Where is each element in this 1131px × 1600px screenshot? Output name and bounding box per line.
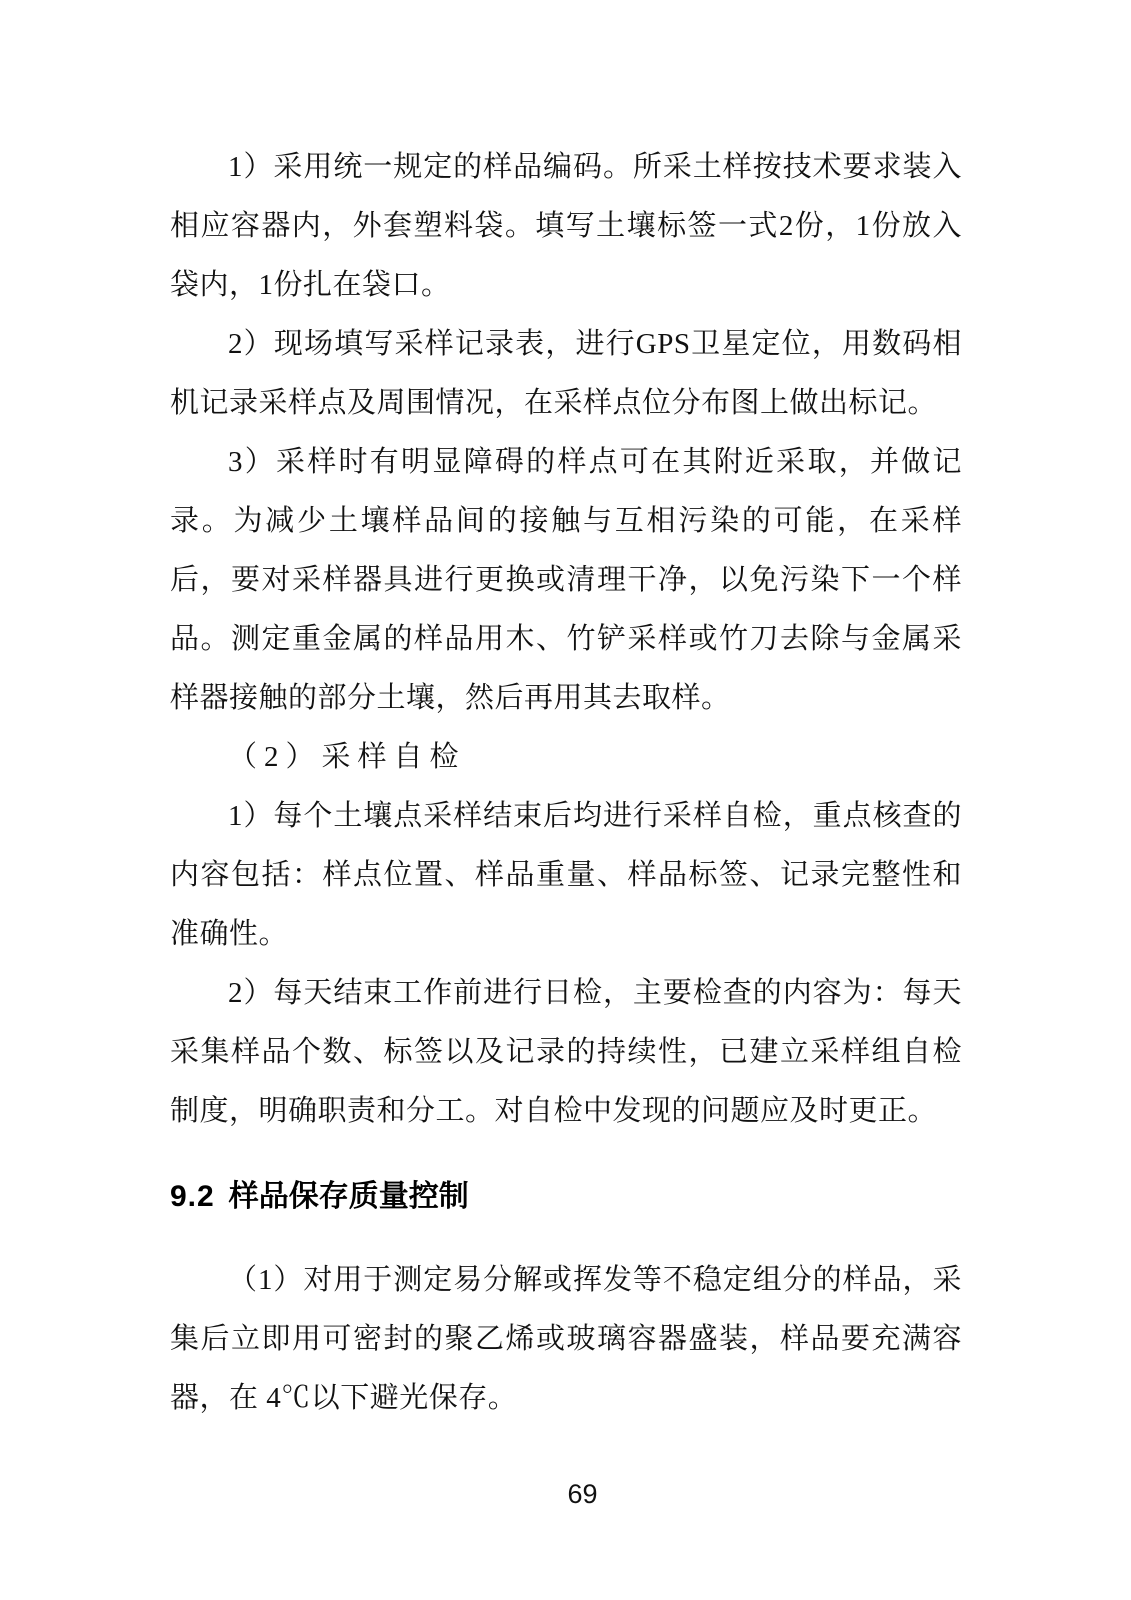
paragraph-daily-check: 2）每天结束工作前进行日检，主要检查的内容为：每天采集样品个数、标签以及记录的持续性，已建立采样组自检制度，明确职责和分工。对自检中发现的问题应及时更正。 bbox=[170, 977, 962, 1127]
section-heading-9-2 bbox=[170, 1175, 962, 1219]
paragraph-self-check-subtitle: （2）采样自检 bbox=[228, 741, 466, 773]
paragraph-sample-coding: 1）采用统一规定的样品编码。所采土样按技术要求装入相应容器内，外套塑料袋。填写土壤标签一式2份，1份放入袋内，1份扎在袋口。 bbox=[170, 151, 962, 301]
document-body bbox=[170, 138, 962, 1428]
paragraph-obstacle-sampling: 3）采样时有明显障碍的样点可在其附近采取，并做记录。为减少土壤样品间的接触与互相污染的可能，在采样后，要对采样器具进行更换或清理干净，以免污染下一个样品。测定重金属的样品用木、竹铲采样或竹刀去除与金属采样器接触的部分土壤，然后再用其去取样。 bbox=[170, 446, 962, 714]
paragraph-self-check-items: 1）每个土壤点采样结束后均进行采样自检，重点核查的内容包括：样点位置、样品重量、样品标签、记录完整性和准确性。 bbox=[170, 800, 962, 950]
section-heading-title: 样品保存质量控制 bbox=[228, 1180, 469, 1213]
page-footer bbox=[17, 1478, 1131, 1510]
page-number: 69 bbox=[567, 1479, 598, 1509]
section-heading-number: 9.2 bbox=[170, 1180, 215, 1213]
paragraph-sample-preservation: （1）对用于测定易分解或挥发等不稳定组分的样品，采集后立即用可密封的聚乙烯或玻璃容器盛装，样品要充满容器，在 4℃以下避光保存。 bbox=[170, 1264, 962, 1414]
paragraph-field-record: 2）现场填写采样记录表，进行GPS卫星定位，用数码相机记录采样点及周围情况，在采样点位分布图上做出标记。 bbox=[170, 328, 962, 419]
